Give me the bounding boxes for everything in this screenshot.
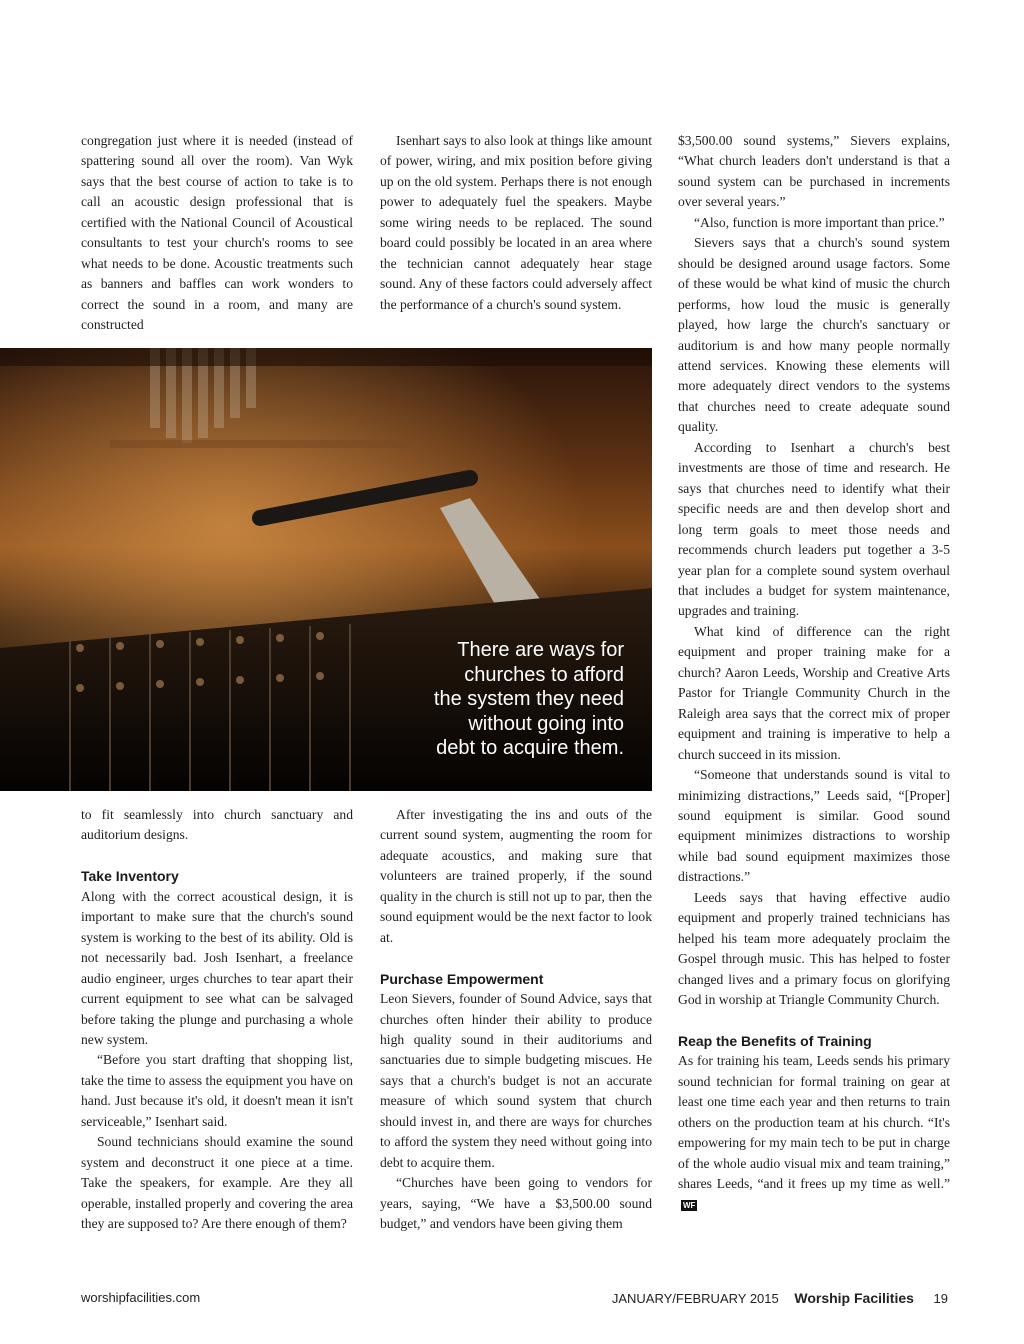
paragraph: to fit seamlessly into church sanctuary and auditorium designs. bbox=[81, 807, 353, 843]
mixing-console-photo bbox=[0, 348, 652, 791]
final-paragraph-text: As for training his team, Leeds sends his primary sound technician for formal training on gear at least one time each year and then returns to train others on the production team at his church. “It's empowering for my main tech to be put in charge of the whole audio visual mix and team training,” shares Leeds, “and it frees up my time as well.” bbox=[678, 1053, 950, 1192]
paragraph: According to Isenhart a church's best investments are those of time and research. He says that churches need to identify what their specific needs are and then develop short and long term goals to meet those needs and recommends church leaders put together a 3-5 year plan for a complete sound system overhaul that includes a budget for system maintenance, upgrades and training. bbox=[678, 439, 950, 619]
pull-quote-line: There are ways for bbox=[457, 639, 624, 661]
section-heading: Take Inventory bbox=[81, 868, 179, 885]
pull-quote bbox=[364, 638, 624, 761]
pull-quote-line: the system they need bbox=[433, 688, 624, 710]
issue-date: JANUARY/FEBRUARY 2015 bbox=[611, 1291, 779, 1306]
column-1-top bbox=[81, 131, 353, 336]
paragraph: congregation just where it is needed (instead of spattering sound all over the room). Van Wyk says that the best course of action to take is to call an acoustic design professional that is certified with the National Council of Acoustical consultants to test your church's rooms to see what needs to be done. Acoustic treatments such as banners and baffles can work wonders to correct the sound in a room, and many are constructed bbox=[81, 133, 353, 333]
paragraph: “Churches have been going to vendors for years, saying, “We have a $3,500.00 sound budget,” and vendors have been giving them bbox=[380, 1175, 652, 1232]
section-heading: Purchase Empowerment bbox=[380, 970, 544, 987]
page-number: 19 bbox=[933, 1291, 948, 1306]
column-2-top bbox=[380, 131, 652, 315]
pull-quote-line: churches to afford bbox=[464, 663, 624, 686]
paragraph bbox=[678, 1051, 950, 1215]
end-mark: WF bbox=[683, 1200, 696, 1210]
paragraph: “Before you start drafting that shopping list, take the time to assess the equipment you have on hand. Just because it's old, it doesn't mean it isn't serviceable,” Isenhart said. bbox=[81, 1052, 353, 1129]
paragraph: After investigating the ins and outs of the current sound system, augmenting the room for adequate acoustics, and making sure that volunteers are trained properly, if the sound quality in the church is still not up to par, then the sound equipment would be the next factor to look at. bbox=[380, 807, 652, 945]
paragraph: Sound technicians should examine the sound system and deconstruct it one piece at a time. Take the speakers, for example. Are they all operable, installed properly and covering the area they are supposed to? Are there enough of them? bbox=[81, 1134, 353, 1232]
paragraph: Leon Sievers, founder of Sound Advice, says that churches often hinder their ability to produce high quality sound in their auditoriums and sanctuaries due to simple budgeting miscues. He says that a church's budget is not an accurate measure of which sound system that church should invest in, and there are ways for churches to afford the system they need without going into debt to acquire them. bbox=[380, 991, 652, 1170]
paragraph: What kind of difference can the right equipment and proper training make for a church? Aaron Leeds, Worship and Creative Arts Pastor for Triangle Community Church in the Raleigh area says that the correct mix of proper equipment and training is imperative to help a church succeed in its mission. bbox=[678, 623, 950, 762]
paragraph: Sievers says that a church's sound system should be designed around usage factors. Some of these would be what kind of music the church performs, how loud the music is generally played, how large the church's sanctuary or auditorium is and how many people normally attend services. Knowing these elements will more adequately direct vendors to the systems that churches need to create adequate sound quality. bbox=[678, 235, 950, 435]
section-heading: Reap the Benefits of Training bbox=[678, 1032, 872, 1049]
paragraph: Isenhart says to also look at things like amount of power, wiring, and mix position before giving up on the old system. Perhaps there is not enough power to adequately fuel the speakers. Maybe some wiring needs to be replaced. The sound board could possibly be located in an area where the technician cannot adequately hear stage sound. Any of these factors could adversely affect the performance of a church's sound system. bbox=[380, 133, 652, 312]
pull-quote-line: debt to acquire them. bbox=[436, 737, 624, 759]
paragraph: Leeds says that having effective audio equipment and properly trained technicians has helped his team more adequately proclaim the Gospel through music. This has helped to foster changed lives and a primary focus on glorifying God in worship at Triangle Community Church. bbox=[678, 889, 950, 1008]
paragraph: $3,500.00 sound systems,” Sievers explains, “What church leaders don't understand is that a sound system can be purchased in increments over several years.” bbox=[678, 133, 950, 210]
pull-quote-line: without going into bbox=[468, 712, 624, 735]
paragraph: “Also, function is more important than price.” bbox=[694, 214, 945, 230]
column-3 bbox=[678, 131, 950, 1215]
paragraph: “Someone that understands sound is vital to minimizing distractions,” Leeds said, “[Proper] sound equipment is similar. Good sound equipment minimizes distractions to worship while bad sound equipment maximizes those distractions.” bbox=[678, 767, 950, 885]
magazine-name: Worship Facilities bbox=[794, 1290, 914, 1306]
column-2-bottom bbox=[380, 805, 652, 1235]
footer-website: worshipfacilities.com bbox=[81, 1290, 201, 1305]
paragraph: Along with the correct acoustical design, it is important to make sure that the church's sound system is working to the best of its ability. Old is not necessarily bad. Josh Isenhart, a freelance audio engineer, urges churches to tear apart their current equipment to see what can be salvaged before taking the plunge and purchasing a whole new system. bbox=[81, 888, 353, 1047]
footer-issue-info bbox=[612, 1290, 948, 1306]
column-1-bottom bbox=[81, 805, 353, 1235]
